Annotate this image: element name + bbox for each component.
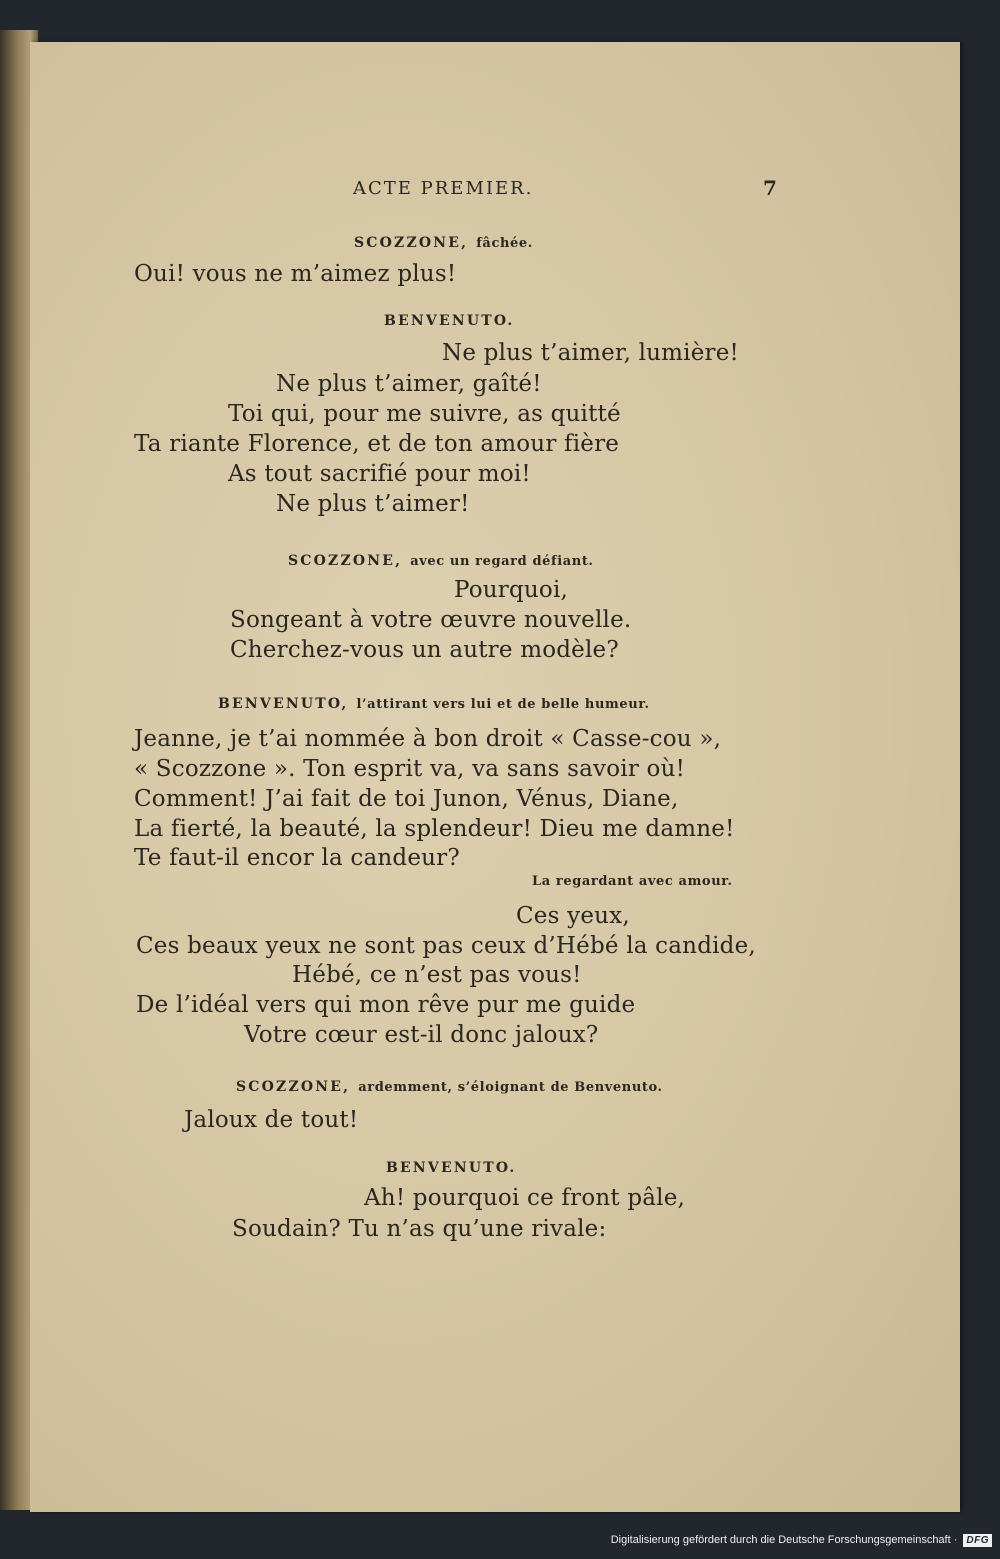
verse-line: Ces beaux yeux ne sont pas ceux d’Hébé la candide, xyxy=(136,933,756,959)
verse-line: Votre cœur est-il donc jaloux? xyxy=(244,1022,599,1048)
verse-line: Comment! J’ai fait de toi Junon, Vénus, Diane, xyxy=(134,786,679,812)
verse-line: Ne plus t’aimer, lumière! xyxy=(442,340,739,366)
verse-line: Ta riante Florence, et de ton amour fière xyxy=(134,431,620,457)
verse-line: Hébé, ce n’est pas vous! xyxy=(292,962,582,988)
speaker-name: SCOZZONE, xyxy=(354,235,469,251)
dfg-logo: DFG xyxy=(963,1534,992,1547)
verse-line: Ne plus t’aimer, gaîté! xyxy=(276,371,542,397)
verse-line: As tout sacrifié pour moi! xyxy=(228,461,531,487)
stage-direction: ardemment, s’éloignant de Benvenuto. xyxy=(358,1080,663,1095)
stage-direction: La regardant avec amour. xyxy=(532,874,733,889)
speaker-name: BENVENUTO, xyxy=(218,696,349,712)
speaker-name: SCOZZONE, xyxy=(236,1079,351,1095)
verse-line: Ah! pourquoi ce front pâle, xyxy=(364,1185,686,1211)
speaker-line xyxy=(218,693,650,712)
speaker-line xyxy=(354,232,533,251)
verse-line: Soudain? Tu n’as qu’une rivale: xyxy=(232,1216,607,1242)
verse-line: La fierté, la beauté, la splendeur! Dieu me damne! xyxy=(134,816,735,842)
stage-direction: l’attirant vers lui et de belle humeur. xyxy=(356,697,650,712)
digitization-credit xyxy=(611,1529,992,1551)
book-page xyxy=(30,42,960,1512)
speaker-name: BENVENUTO. xyxy=(386,1160,517,1176)
speaker-line xyxy=(288,550,594,569)
credit-text: Digitalisierung gefördert durch die Deutsche Forschungsgemeinschaft · xyxy=(610,1534,958,1546)
speaker-name: BENVENUTO. xyxy=(384,313,515,329)
page-number: 7 xyxy=(763,176,777,200)
stage-direction: avec un regard défiant. xyxy=(410,554,594,569)
speaker-line xyxy=(384,310,515,329)
speaker-name: SCOZZONE, xyxy=(288,553,403,569)
verse-line: Jaloux de tout! xyxy=(184,1107,359,1133)
verse-line: Jeanne, je t’ai nommée à bon droit « Casse-cou », xyxy=(134,726,722,752)
stage-direction: fâchée. xyxy=(476,236,533,251)
verse-line: « Scozzone ». Ton esprit va, va sans savoir où! xyxy=(134,756,686,782)
verse-line: Pourquoi, xyxy=(454,577,569,603)
verse-line: Ne plus t’aimer! xyxy=(276,491,470,517)
verse-line: Te faut-il encor la candeur? xyxy=(134,845,460,871)
verse-line: Toi qui, pour me suivre, as quitté xyxy=(228,401,621,427)
verse-line: Oui! vous ne m’aimez plus! xyxy=(134,261,457,287)
verse-line: Ces yeux, xyxy=(516,903,630,929)
verse-line: De l’idéal vers qui mon rêve pur me guide xyxy=(136,992,636,1018)
running-header: ACTE PREMIER. xyxy=(353,178,534,199)
verse-line: Songeant à votre œuvre nouvelle. xyxy=(230,607,632,633)
verse-line: Cherchez-vous un autre modèle? xyxy=(230,637,619,663)
speaker-line xyxy=(386,1157,517,1176)
speaker-line xyxy=(236,1076,663,1095)
